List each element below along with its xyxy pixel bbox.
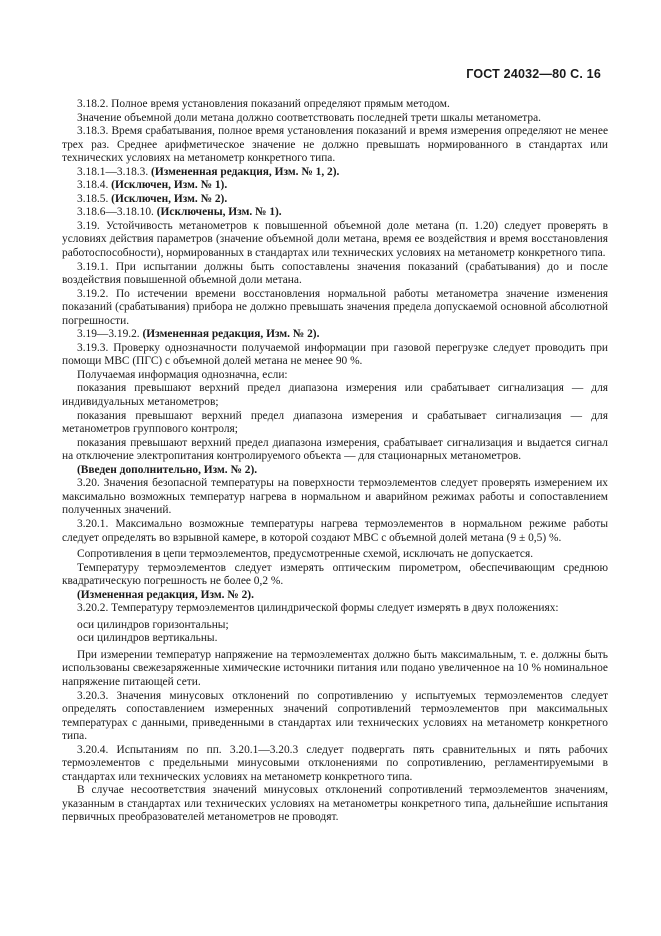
paragraph-text: 3.20.2. Температуру термоэлементов цилиндрической формы следует измерять в двух положениях: xyxy=(77,602,559,615)
paragraph-text: (Исключен, Изм. № 2). xyxy=(111,192,228,205)
paragraph-text: (Измененная редакция, Изм. № 2). xyxy=(142,328,320,341)
paragraph xyxy=(62,220,608,261)
paragraph-text: 3.19.1. При испытании должны быть сопоставлены значения показаний (срабатывания) до и после воздействия повышенной объемной доли метана. xyxy=(62,260,608,287)
paragraph xyxy=(62,548,608,562)
paragraph-text: (Измененная редакция, Изм. № 1, 2). xyxy=(151,165,340,178)
paragraph-lead: 3.18.5. xyxy=(77,192,112,205)
paragraph-lead: 3.19—3.19.2. xyxy=(77,328,143,341)
paragraph xyxy=(62,589,608,603)
paragraph-text: (Исключен, Изм. № 1). xyxy=(111,179,228,192)
paragraph xyxy=(62,437,608,464)
paragraph xyxy=(62,179,608,193)
paragraph xyxy=(62,328,608,342)
paragraph-text: показания превышают верхний предел диапазона измерения или срабатывает сигнализация — для индивидуальных метанометров; xyxy=(62,382,608,409)
paragraph xyxy=(62,288,608,329)
paragraph-text: 3.20.3. Значения минусовых отклонений по сопротивлению у испытуемых термоэлементов следует определять сопоставлением измеренных значений сопротивлений термоэлементов при максимальных температурах с данными, приведенными в стандартах или технических условиях на метанометр конкретного типа. xyxy=(62,689,608,743)
paragraph xyxy=(62,382,608,409)
paragraph-text: Получаемая информация однозначна, если: xyxy=(77,368,288,381)
paragraph-text: Значение объемной доли метана должно соответствовать последней трети шкалы метанометра. xyxy=(77,111,541,124)
paragraph xyxy=(62,112,608,126)
paragraph xyxy=(62,690,608,744)
page-header: ГОСТ 24032—80 С. 16 xyxy=(466,67,601,81)
paragraph-text: показания превышают верхний предел диапазона измерения, срабатывает сигнализация и выдается сигнал на отключение электропитания контролируемого объекта — для стационарных метанометров. xyxy=(62,436,608,463)
paragraph-text: оси цилиндров горизонтальны; xyxy=(77,618,229,631)
paragraph xyxy=(62,464,608,478)
paragraph xyxy=(62,166,608,180)
paragraph-lead: 3.18.4. xyxy=(77,179,112,192)
paragraph-text: 3.19.2. По истечении времени восстановления нормальной работы метанометра значение изменения показаний (срабатывания) прибора не должно превышать значения предела допускаемой основной абсолютной погрешности. xyxy=(62,287,608,327)
paragraph-text: 3.18.3. Время срабатывания, полное время установления показаний и время измерения определяют не менее трех раз. Среднее арифметическое значение не должно превышать нормированного в стандартах или технических условиях на метанометр конкретного типа. xyxy=(62,125,608,165)
paragraph xyxy=(62,206,608,220)
paragraph xyxy=(62,369,608,383)
document-body xyxy=(62,98,608,825)
paragraph-text: (Введен дополнительно, Изм. № 2). xyxy=(77,463,258,476)
paragraph xyxy=(62,562,608,589)
paragraph xyxy=(62,784,608,825)
paragraph-lead: 3.18.1—3.18.3. xyxy=(77,165,152,178)
paragraph-text: (Измененная редакция, Изм. № 2). xyxy=(77,588,254,601)
paragraph-text: оси цилиндров вертикальны. xyxy=(77,632,218,645)
paragraph xyxy=(62,632,608,646)
paragraph xyxy=(62,649,608,690)
paragraph-lead: 3.18.6—3.18.10. xyxy=(77,206,157,219)
paragraph xyxy=(62,602,608,616)
paragraph-text: При измерении температур напряжение на термоэлементах должно быть максимальным, т. е. должны быть использованы свежезаряженные химические источники питания или подано увеличенное на 10 % номинальное напряжение питающей сети. xyxy=(62,648,608,688)
paragraph xyxy=(62,477,608,518)
paragraph xyxy=(62,125,608,166)
paragraph-text: 3.20. Значения безопасной температуры на поверхности термоэлементов следует проверять измерением их максимально возможных температур нагрева в нормальном и аварийном режимах работы и сопоставлением полученных значений. xyxy=(62,477,608,517)
paragraph-text: Температуру термоэлементов следует измерять оптическим пирометром, обеспечивающим среднюю квадратическую погрешность не более 0,2 %. xyxy=(62,561,608,588)
paragraph-text: Сопротивления в цепи термоэлементов, предусмотренные схемой, исключать не допускается. xyxy=(77,548,534,561)
paragraph xyxy=(62,518,608,545)
paragraph-text: 3.20.4. Испытаниям по пп. 3.20.1—3.20.3 следует подвергать пять сравнительных и пять рабочих термоэлементов с предельными минусовыми отклонениями по сопротивлению, регламентируемыми в стандартах или технических условиях на метанометр конкретного типа. xyxy=(62,743,608,783)
paragraph-text: В случае несоответствия значений минусовых отклонений сопротивлений термоэлементов значениям, указанным в стандартах или технических условиях на метанометры конкретного типа, дальнейшие испытания первичных преобразователей метанометров не проводят. xyxy=(62,784,608,824)
paragraph-text: (Исключены, Изм. № 1). xyxy=(156,206,282,219)
paragraph xyxy=(62,744,608,785)
paragraph xyxy=(62,619,608,633)
paragraph xyxy=(62,98,608,112)
paragraph xyxy=(62,342,608,369)
paragraph-text: 3.18.2. Полное время установления показаний определяют прямым методом. xyxy=(77,98,450,110)
paragraph xyxy=(62,193,608,207)
paragraph-text: 3.19. Устойчивость метанометров к повышенной объемной доле метана (п. 1.20) следует проверять в условиях действия параметров (значение объемной доли метана, время ее воздействия и время восстановления работоспособности), нормированных в стандартах или технических условиях на метанометр конкретного типа. xyxy=(62,219,608,260)
paragraph-text: показания превышают верхний предел диапазона измерения и срабатывает сигнализация — для метанометров группового контроля; xyxy=(62,409,608,436)
paragraph-text: 3.20.1. Максимально возможные температуры нагрева термоэлементов в нормальном режиме работы следует определять во взрывной камере, в которой создают МВС с объемной долей метана (9 ± 0,5) %. xyxy=(62,517,608,544)
paragraph xyxy=(62,410,608,437)
paragraph xyxy=(62,261,608,288)
paragraph-text: 3.19.3. Проверку однозначности получаемой информации при газовой перегрузке следует проводить при помощи МВС (ПГС) с объемной долей метана не менее 90 %. xyxy=(62,341,608,368)
